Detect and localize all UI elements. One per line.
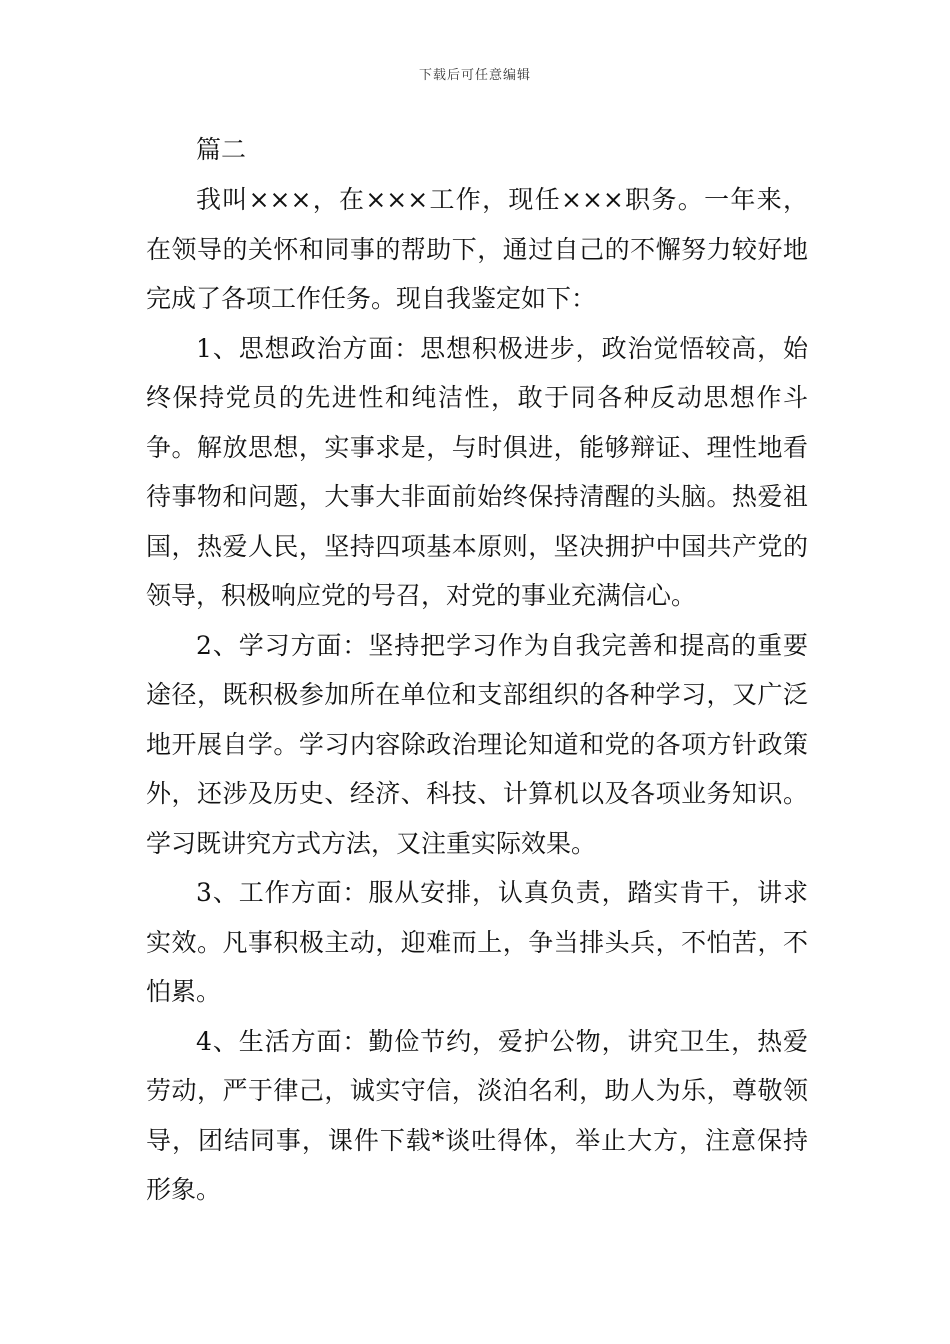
paragraph-life: 4、生活方面：勤俭节约，爱护公物，讲究卫生，热爱劳动，严于律己，诚实守信，淡泊名利，助人为乐，尊敬领导，团结同事，课件下载*谈吐得体，举止大方，注意保持形象。 bbox=[146, 1026, 808, 1204]
document-body bbox=[146, 125, 808, 1215]
paragraph-work: 3、工作方面：服从安排，认真负责，踏实肯干，讲求实效。凡事积极主动，迎难而上，争当排头兵，不怕苦，不怕累。 bbox=[146, 878, 808, 1006]
paragraph-political: 1、思想政治方面：思想积极进步，政治觉悟较高，始终保持党员的先进性和纯洁性，敢于同各种反动思想作斗争。解放思想，实事求是，与时俱进，能够辩证、理性地看待事物和问题，大事大非面前始终保持清醒的头脑。热爱祖国，热爱人民，坚持四项基本原则，坚决拥护中国共产党的领导，积极响应党的号召，对党的事业充满信心。 bbox=[146, 333, 808, 610]
section-title: 篇二 bbox=[196, 135, 247, 164]
paragraph-study: 2、学习方面：坚持把学习作为自我完善和提高的重要途径，既积极参加所在单位和支部组织的各种学习，又广泛地开展自学。学习内容除政治理论知道和党的各项方针政策外，还涉及历史、经济、科技、计算机以及各项业务知识。学习既讲究方式方法，又注重实际效果。 bbox=[146, 630, 808, 858]
page-header-note: 下载后可任意编辑 bbox=[418, 68, 531, 83]
paragraph-intro: 我叫×××，在×××工作，现任×××职务。一年来，在领导的关怀和同事的帮助下，通过自己的不懈努力较好地完成了各项工作任务。现自我鉴定如下： bbox=[146, 185, 808, 313]
